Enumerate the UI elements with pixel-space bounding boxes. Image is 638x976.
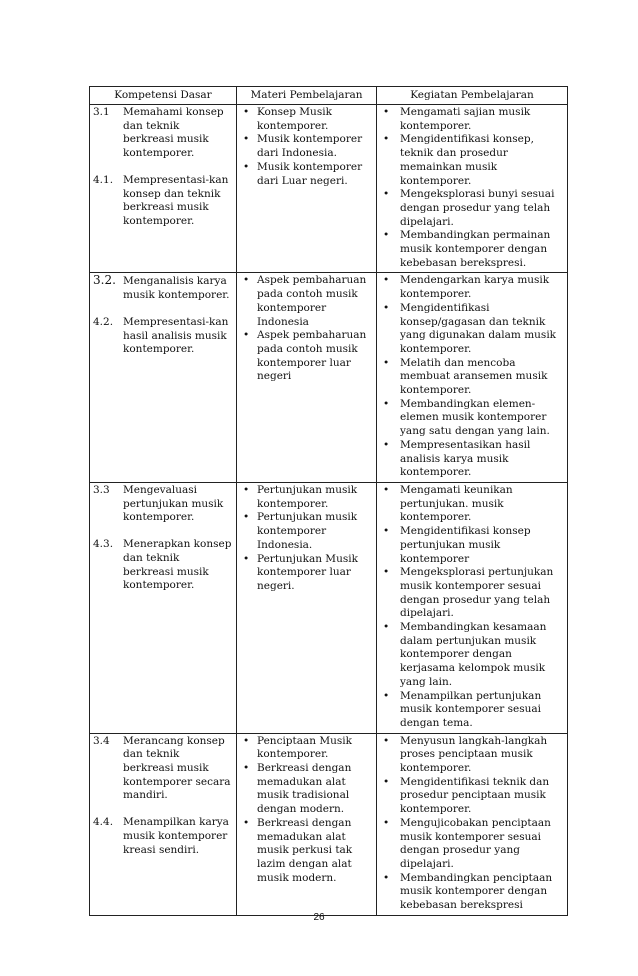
kompetensi-dasar-cell xyxy=(90,482,237,733)
kegiatan-cell xyxy=(377,482,568,733)
competency-number: 3.3 xyxy=(93,483,110,496)
competency-item xyxy=(93,484,233,525)
bullet-icon: • xyxy=(383,274,390,287)
materi-cell xyxy=(237,273,377,483)
bullet-icon: • xyxy=(243,552,250,565)
competency-text: Mengevaluasi pertunjukan musik kontemporer. xyxy=(123,484,224,524)
table-row xyxy=(90,482,568,733)
materi-cell-list xyxy=(240,274,373,384)
materi-item xyxy=(240,553,373,594)
bullet-icon: • xyxy=(383,188,390,201)
materi-cell-list xyxy=(240,484,373,594)
kompetensi-dasar-cell xyxy=(90,273,237,483)
bullet-icon: • xyxy=(383,133,390,146)
bullet-icon: • xyxy=(383,871,390,884)
kegiatan-item-text: Mengidentifikasi konsep pertunjukan musik kontemporer xyxy=(400,525,531,565)
bullet-icon: • xyxy=(243,106,250,118)
kegiatan-cell xyxy=(377,105,568,273)
kegiatan-item-text: Mengamati keunikan pertunjukan. musik kontemporer. xyxy=(400,483,513,524)
kegiatan-cell-list xyxy=(380,274,564,480)
bullet-icon: • xyxy=(383,621,390,634)
kegiatan-item xyxy=(380,106,564,133)
kegiatan-item-text: Membandingkan kesamaan dalam pertunjukan musik kontemporer dengan kerjasama kelompok musik yang lain. xyxy=(400,621,547,688)
kegiatan-item-text: Membandingkan penciptaan musik kontemporer dengan kebebasan berekspresi xyxy=(400,871,553,912)
materi-cell xyxy=(237,482,377,733)
kegiatan-item-text: Membandingkan elemen-elemen musik kontemporer yang satu dengan yang lain. xyxy=(400,397,550,438)
competency-item xyxy=(93,735,233,804)
bullet-icon: • xyxy=(243,816,250,829)
competency-item xyxy=(93,316,233,357)
bullet-icon: • xyxy=(243,329,250,342)
bullet-icon: • xyxy=(383,525,390,538)
kegiatan-item-text: Mengeksplorasi bunyi sesuai dengan prosedur yang telah dipelajari. xyxy=(400,188,555,228)
materi-item-text: Aspek pembaharuan pada contoh musik kontemporer luar negeri xyxy=(257,329,367,383)
competency-number: 3.2. xyxy=(93,273,116,288)
competency-item xyxy=(93,106,233,161)
bullet-icon: • xyxy=(243,160,250,173)
materi-item xyxy=(240,762,373,817)
competency-text: Mempresentasi-kan hasil analisis musik kontemporer. xyxy=(123,315,229,356)
kegiatan-item-text: Mengidentifikasi konsep, teknik dan prosedur memainkan musik kontemporer. xyxy=(400,133,534,187)
materi-item-text: Pertunjukan Musik kontemporer luar negeri. xyxy=(257,552,358,592)
bullet-icon: • xyxy=(383,106,390,118)
bullet-icon: • xyxy=(383,689,390,702)
bullet-icon: • xyxy=(243,274,250,287)
kegiatan-item-text: Menyusun langkah-langkah proses penciptaan musik kontemporer. xyxy=(400,734,548,775)
bullet-icon: • xyxy=(383,229,390,242)
materi-item xyxy=(240,735,373,762)
kegiatan-cell xyxy=(377,273,568,483)
competency-number: 4.2. xyxy=(93,315,114,328)
kompetensi-dasar-cell xyxy=(90,733,237,915)
bullet-icon: • xyxy=(383,816,390,829)
bullet-icon: • xyxy=(383,483,390,496)
materi-item xyxy=(240,161,373,188)
kegiatan-item xyxy=(380,357,564,398)
competency-number: 3.4 xyxy=(93,734,110,747)
kegiatan-item-text: Mengamati sajian musik kontemporer. xyxy=(400,106,531,132)
competency-text: Menganalisis karya musik kontemporer. xyxy=(123,275,230,302)
kegiatan-item xyxy=(380,302,564,357)
kegiatan-item xyxy=(380,229,564,270)
materi-item xyxy=(240,274,373,329)
materi-item-text: Konsep Musik kontemporer. xyxy=(257,106,332,132)
materi-item-text: Pertunjukan musik kontemporer. xyxy=(257,483,358,510)
kegiatan-item xyxy=(380,735,564,776)
bullet-icon: • xyxy=(383,397,390,410)
kegiatan-cell-list xyxy=(380,484,564,731)
materi-item-text: Pertunjukan musik kontemporer Indonesia. xyxy=(257,511,358,551)
materi-item xyxy=(240,106,373,133)
bullet-icon: • xyxy=(383,356,390,369)
page-number: 26 xyxy=(313,912,325,923)
kegiatan-item-text: Melatih dan mencoba membuat aransemen musik kontemporer. xyxy=(400,356,548,397)
bullet-icon: • xyxy=(383,566,390,579)
materi-item xyxy=(240,511,373,552)
kegiatan-item-text: Menampilkan pertunjukan musik kontemporer sesuai dengan tema. xyxy=(400,689,542,729)
bullet-icon: • xyxy=(243,762,250,775)
kegiatan-item xyxy=(380,776,564,817)
materi-item-text: Musik kontemporer dari Luar negeri. xyxy=(257,160,363,187)
kegiatan-item-text: Mengeksplorasi pertunjukan musik kontemporer sesuai dengan prosedur yang telah dipelajari. xyxy=(400,566,554,620)
materi-cell-list xyxy=(240,735,373,886)
materi-item-text: Berkreasi dengan memadukan alat musik tradisional dengan modern. xyxy=(257,762,352,816)
competency-item xyxy=(93,816,233,857)
kegiatan-item xyxy=(380,133,564,188)
kompetensi-dasar-cell xyxy=(90,105,237,273)
competency-number: 4.1. xyxy=(93,173,114,186)
kegiatan-item xyxy=(380,188,564,229)
kegiatan-cell xyxy=(377,733,568,915)
kegiatan-item xyxy=(380,817,564,872)
bullet-icon: • xyxy=(383,438,390,451)
kegiatan-item xyxy=(380,525,564,566)
competency-text: Menampilkan karya musik kontemporer kreasi sendiri. xyxy=(123,816,229,856)
header-materi-pembelajaran: Materi Pembelajaran xyxy=(237,87,377,105)
kegiatan-item-text: Mendengarkan karya musik kontemporer. xyxy=(400,274,550,301)
bullet-icon: • xyxy=(243,133,250,146)
bullet-icon: • xyxy=(243,511,250,524)
kegiatan-item-text: Mengujicobakan penciptaan musik kontemporer sesuai dengan prosedur yang dipelajari. xyxy=(400,816,551,870)
kegiatan-item-text: Mengidentifikasi teknik dan prosedur penciptaan musik kontemporer. xyxy=(400,775,550,816)
materi-item xyxy=(240,484,373,511)
materi-cell-list xyxy=(240,106,373,188)
competency-item xyxy=(93,174,233,229)
kegiatan-cell-list xyxy=(380,106,564,270)
materi-item-text: Aspek pembaharuan pada contoh musik kontemporer Indonesia xyxy=(257,274,367,328)
kegiatan-item xyxy=(380,274,564,301)
kegiatan-item xyxy=(380,566,564,621)
materi-cell xyxy=(237,733,377,915)
competency-number: 4.4. xyxy=(93,816,114,829)
materi-item xyxy=(240,817,373,886)
competency-number: 3.1 xyxy=(93,106,110,118)
materi-cell xyxy=(237,105,377,273)
materi-item xyxy=(240,133,373,160)
kegiatan-item xyxy=(380,439,564,480)
document-body xyxy=(89,86,567,916)
competency-text: Menerapkan konsep dan teknik berkreasi musik kontemporer. xyxy=(123,538,232,592)
bullet-icon: • xyxy=(383,301,390,314)
competency-item xyxy=(93,274,233,302)
materi-item-text: Musik kontemporer dari Indonesia. xyxy=(257,133,363,160)
kegiatan-item xyxy=(380,690,564,731)
competency-item xyxy=(93,538,233,593)
kegiatan-item-text: Membandingkan permainan musik kontemporer dengan kebebasan berekspresi. xyxy=(400,229,551,269)
header-kompetensi-dasar: Kompetensi Dasar xyxy=(90,87,237,105)
kegiatan-item xyxy=(380,872,564,913)
table-row xyxy=(90,105,568,273)
bullet-icon: • xyxy=(243,734,250,747)
header-kegiatan-pembelajaran: Kegiatan Pembelajaran xyxy=(377,87,568,105)
kegiatan-item-text: Mempresentasikan hasil analisis karya musik kontemporer. xyxy=(400,438,531,479)
kegiatan-item xyxy=(380,398,564,439)
kegiatan-cell-list xyxy=(380,735,564,913)
kegiatan-item xyxy=(380,484,564,525)
bullet-icon: • xyxy=(243,483,250,496)
table-header-row xyxy=(90,87,568,105)
kegiatan-item xyxy=(380,621,564,690)
competency-text: Memahami konsep dan teknik berkreasi musik kontemporer. xyxy=(123,106,224,160)
kegiatan-item-text: Mengidentifikasi konsep/gagasan dan teknik yang digunakan dalam musik kontemporer. xyxy=(400,301,557,355)
competency-text: Merancang konsep dan teknik berkreasi musik kontemporer secara mandiri. xyxy=(123,734,231,802)
materi-item-text: Berkreasi dengan memadukan alat musik perkusi tak lazim dengan alat musik modern. xyxy=(257,816,353,884)
table-row xyxy=(90,273,568,483)
competency-number: 4.3. xyxy=(93,538,114,551)
table-row xyxy=(90,733,568,915)
materi-item xyxy=(240,329,373,384)
bullet-icon: • xyxy=(383,775,390,788)
competency-text: Mempresentasi-kan konsep dan teknik berkreasi musik kontemporer. xyxy=(123,173,229,227)
bullet-icon: • xyxy=(383,734,390,747)
materi-item-text: Penciptaan Musik kontemporer. xyxy=(257,734,352,761)
competency-table xyxy=(89,86,568,916)
